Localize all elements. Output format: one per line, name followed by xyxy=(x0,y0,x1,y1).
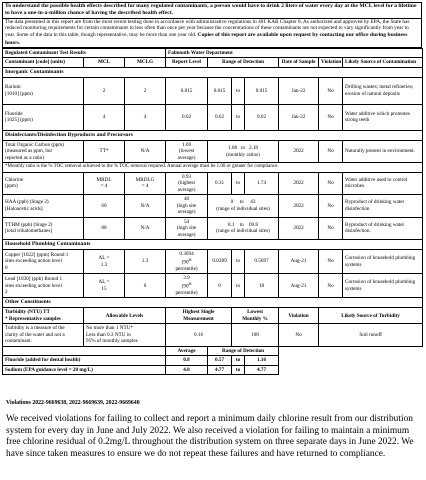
sodium-high: 4.77 xyxy=(245,365,279,375)
range-low: 0.31 xyxy=(208,172,232,195)
report-level: 3.9 (90th percentile) xyxy=(166,274,208,298)
mclg-value: 4 xyxy=(125,104,166,130)
table-row-fluoride-added xyxy=(3,356,423,366)
likely-source: Byproduct of drinking water disinfection xyxy=(343,195,423,218)
violation-header: Violation xyxy=(279,308,319,324)
report-level: 0.93 (highest average) xyxy=(166,172,208,195)
likely-source: Water additive which promotes strong teeth xyxy=(343,104,423,130)
report-level: 0.015 xyxy=(166,77,208,104)
contaminant-name: Lead [1030] (ppb) Round 1 sites exceeding action level 2 xyxy=(3,274,84,298)
contaminant-name: Total Organic Carbon (ppm) (measured as ppm, but reported as a ratio) xyxy=(3,140,84,163)
table-header-row xyxy=(3,58,423,68)
report-level: 54 (high site average) xyxy=(166,217,208,240)
table-title: Regulated Contaminant Test Results xyxy=(3,48,166,58)
contaminant-name: Copper [1022] (ppm) Round 1 sites exceeding action level 0 xyxy=(3,250,84,274)
table-row-fluoride xyxy=(3,104,423,130)
mcl-value: 80 xyxy=(84,217,125,240)
violation-section xyxy=(2,390,422,461)
intro-bold-tail: Copies of this report are available upon request by contacting our office during business hours. xyxy=(5,32,408,46)
highest-measurement: 0.16 xyxy=(166,324,232,347)
likely-source: Naturally present in environment. xyxy=(343,140,423,163)
range-to: to xyxy=(232,104,245,130)
header-source: Likely Source of Contamination xyxy=(343,58,423,68)
section-title: Other Constituents xyxy=(3,298,423,308)
fluoride-label: Fluoride (added for dental health) xyxy=(3,356,166,366)
sample-date: Jan-22 xyxy=(279,104,319,130)
violation-value: No xyxy=(319,274,343,298)
range-note: (range of individual sites) xyxy=(216,205,270,212)
table-row-sodium xyxy=(3,365,423,375)
violation-value: No xyxy=(319,77,343,104)
range-low: 0.015 xyxy=(208,77,232,104)
mclg-value: 1.3 xyxy=(125,250,166,274)
mcl-value: 2 xyxy=(84,77,125,104)
range-to: to xyxy=(232,274,245,298)
violation-value: No xyxy=(319,217,343,240)
other-avg-header-row xyxy=(3,346,423,356)
turbidity-description: Turbidity is a measure of the clarity of the water and not a contaminant. xyxy=(3,324,84,347)
range-note: (monthly ratios) xyxy=(226,151,260,158)
table-title-row xyxy=(3,48,423,58)
sample-date: 2022 xyxy=(279,217,319,240)
range-high: 1.74 xyxy=(245,172,279,195)
mclg-value: N/A xyxy=(125,195,166,218)
toc-footnote-row xyxy=(3,163,423,172)
mclg-value: N/A xyxy=(125,140,166,163)
header-report-level: Report Level xyxy=(166,58,208,68)
contaminant-name: Fluoride [1025] (ppm) xyxy=(3,104,84,130)
section-plumbing xyxy=(3,240,423,250)
section-title: Disinfectants/Disinfection Byproducts and Precursors xyxy=(3,130,423,140)
fluoride-low: 0.57 xyxy=(208,356,232,366)
header-range: Range of Detection xyxy=(208,58,279,68)
mclg-value: MRDLG = 4 xyxy=(125,172,166,195)
mcl-value: TT* xyxy=(84,140,125,163)
range-to: to xyxy=(232,77,245,104)
range-to: to xyxy=(232,250,245,274)
toc-footnote: *Monthly ratio is the % TOC removal achieved to the % TOC removal required. Annual average must be 1.00 or greater for compliance. xyxy=(3,163,423,172)
table-row-copper xyxy=(3,250,423,274)
contaminant-name: HAA (ppb) (Stage 2) [Haloacetic acids] xyxy=(3,195,84,218)
sample-date: Aug-21 xyxy=(279,274,319,298)
range-high: 0.5697 xyxy=(245,250,279,274)
allowable-levels: No more than 1 NTU* Less than 0.3 NTU in 95% of monthly samples xyxy=(84,324,166,347)
range-header: Range of Detection xyxy=(208,346,279,356)
range-cell: 8.1 to 69.8 (range of individual sites) xyxy=(208,217,279,240)
range-to: to xyxy=(232,172,245,195)
violation-value: No xyxy=(319,250,343,274)
header-violation: Violation xyxy=(319,58,343,68)
header-contaminant: Contaminant [code] (units) xyxy=(3,58,84,68)
table-row-turbidity xyxy=(3,324,423,347)
report-level: 40 (high site average) xyxy=(166,195,208,218)
violation-value: No xyxy=(319,104,343,130)
likely-source: Drilling wastes; metal refineries; erosion of natural deposits xyxy=(343,77,423,104)
likely-source: Water additive used to control microbes. xyxy=(343,172,423,195)
mclg-value: 0 xyxy=(125,274,166,298)
mcl-value: MRDL = 4 xyxy=(84,172,125,195)
range-high: 0.015 xyxy=(245,77,279,104)
intro-data-note xyxy=(2,19,422,48)
turbidity-source-header: Likely Source of Turbidity xyxy=(319,308,423,324)
table-row-barium xyxy=(3,77,423,104)
report-level: 0.3694 (90th percentile) xyxy=(166,250,208,274)
section-title: Household Plumbing Contaminants xyxy=(3,240,423,250)
section-inorganic xyxy=(3,67,423,77)
range-low: 0 xyxy=(208,274,232,298)
sample-date: 2022 xyxy=(279,140,319,163)
sodium-label: Sodium (EPA guidance level = 20 mg/L) xyxy=(3,365,166,375)
violation-value: No xyxy=(319,195,343,218)
sample-date: Jan-22 xyxy=(279,77,319,104)
section-other xyxy=(3,298,423,308)
range-low: 0.0289 xyxy=(208,250,232,274)
lowest-monthly: 100 xyxy=(232,324,279,347)
fluoride-to: to xyxy=(232,356,245,366)
mcl-value: 60 xyxy=(84,195,125,218)
sample-date: Aug-21 xyxy=(279,250,319,274)
sample-date: 2022 xyxy=(279,172,319,195)
report-document xyxy=(2,2,422,375)
likely-source: Corrosion of household plumbing systems xyxy=(343,250,423,274)
likely-source: Corrosion of household plumbing systems xyxy=(343,274,423,298)
mcl-value: AL = 1.3 xyxy=(84,250,125,274)
allowable-header: Allowable Levels xyxy=(84,308,166,324)
range-high: 18 xyxy=(245,274,279,298)
table-row-haa xyxy=(3,195,423,218)
intro-body: The data presented in this report are from the most recent testing done in accordance with administrative regulations in 401 KAR Chapter 8. As authorized and approved by EPA, the State has reduced monitoring requirements for certain contaminants to less often than once per year because the concentrations of these contaminants are not expected to vary significantly from year to year. Some of the data in this table, though representative, may be more than one year old. xyxy=(5,18,410,39)
intro-bold-sentence: To understand the possible health effects described for many regulated contaminants, a person would have to drink 2 liters of water every day at the MCL level for a lifetime to have a one-in-a-million chance of having the described health effect. xyxy=(5,3,417,17)
turbidity-header: Turbidity (NTU) TT * Representative samples xyxy=(3,308,84,324)
water-system-name: Falmouth Water Department xyxy=(166,48,423,58)
intro-health-note xyxy=(2,2,422,19)
mcl-value: AL = 15 xyxy=(84,274,125,298)
report-level: 0.62 xyxy=(166,104,208,130)
mclg-value: 2 xyxy=(125,77,166,104)
sample-date: 2022 xyxy=(279,195,319,218)
section-title: Inorganic Contaminants xyxy=(3,67,423,77)
mclg-value: N/A xyxy=(125,217,166,240)
range-note: (range of individual sites) xyxy=(216,228,270,235)
average-header: Average xyxy=(166,346,208,356)
report-level: 1.69 (lowest average) xyxy=(166,140,208,163)
table-row-tthm xyxy=(3,217,423,240)
range-low: 0.62 xyxy=(208,104,232,130)
turbidity-header-row xyxy=(3,308,423,324)
contaminant-name: Barium [1010] (ppm) xyxy=(3,77,84,104)
table-row-toc xyxy=(3,140,423,163)
turbidity-source: Soil runoff xyxy=(319,324,423,347)
range-cell: 1.08 to 2.18 (monthly ratios) xyxy=(208,140,279,163)
fluoride-high: 1.16 xyxy=(245,356,279,366)
lowest-header: Lowest Monthly % xyxy=(232,308,279,324)
table-row-lead xyxy=(3,274,423,298)
mcl-value: 4 xyxy=(84,104,125,130)
section-disinfectants xyxy=(3,130,423,140)
sodium-to: to xyxy=(232,365,245,375)
contaminant-name: Chlorine (ppm) xyxy=(3,172,84,195)
violations-line: Violations 2022-9669638, 2022-9669639, 2022-9669640 xyxy=(6,400,140,406)
turbidity-violation: No xyxy=(279,324,319,347)
range-cell: 0 to 43 (range of individual sites) xyxy=(208,195,279,218)
table-row-chlorine xyxy=(3,172,423,195)
contaminant-name: TTHM (ppb) (Stage 2) [total trihalomethanes] xyxy=(3,217,84,240)
range-high: 0.62 xyxy=(245,104,279,130)
header-date: Date of Sample xyxy=(279,58,319,68)
header-mclg: MCLG xyxy=(125,58,166,68)
sodium-average: 4.8 xyxy=(166,365,208,375)
fluoride-average: 0.8 xyxy=(166,356,208,366)
likely-source: Byproduct of drinking water disinfection. xyxy=(343,217,423,240)
violation-value: No xyxy=(319,140,343,163)
contaminant-table xyxy=(2,48,423,376)
highest-header: Highest Single Measurement xyxy=(166,308,232,324)
header-mcl: MCL xyxy=(84,58,125,68)
sodium-low: 4.77 xyxy=(208,365,232,375)
violation-paragraph: We received violations for failing to collect and report a minimum daily chlorine result from our distribution system for every day in June and July 2022. We also received a violation for failing to maintain a minimum free chlorine residual of 0.2mg/L throughout the distribution system on three separate days in June 2022. We have since taken measures to ensure we do not repeat these failures and have returned to compliance. xyxy=(6,414,414,459)
violation-value: No xyxy=(319,172,343,195)
